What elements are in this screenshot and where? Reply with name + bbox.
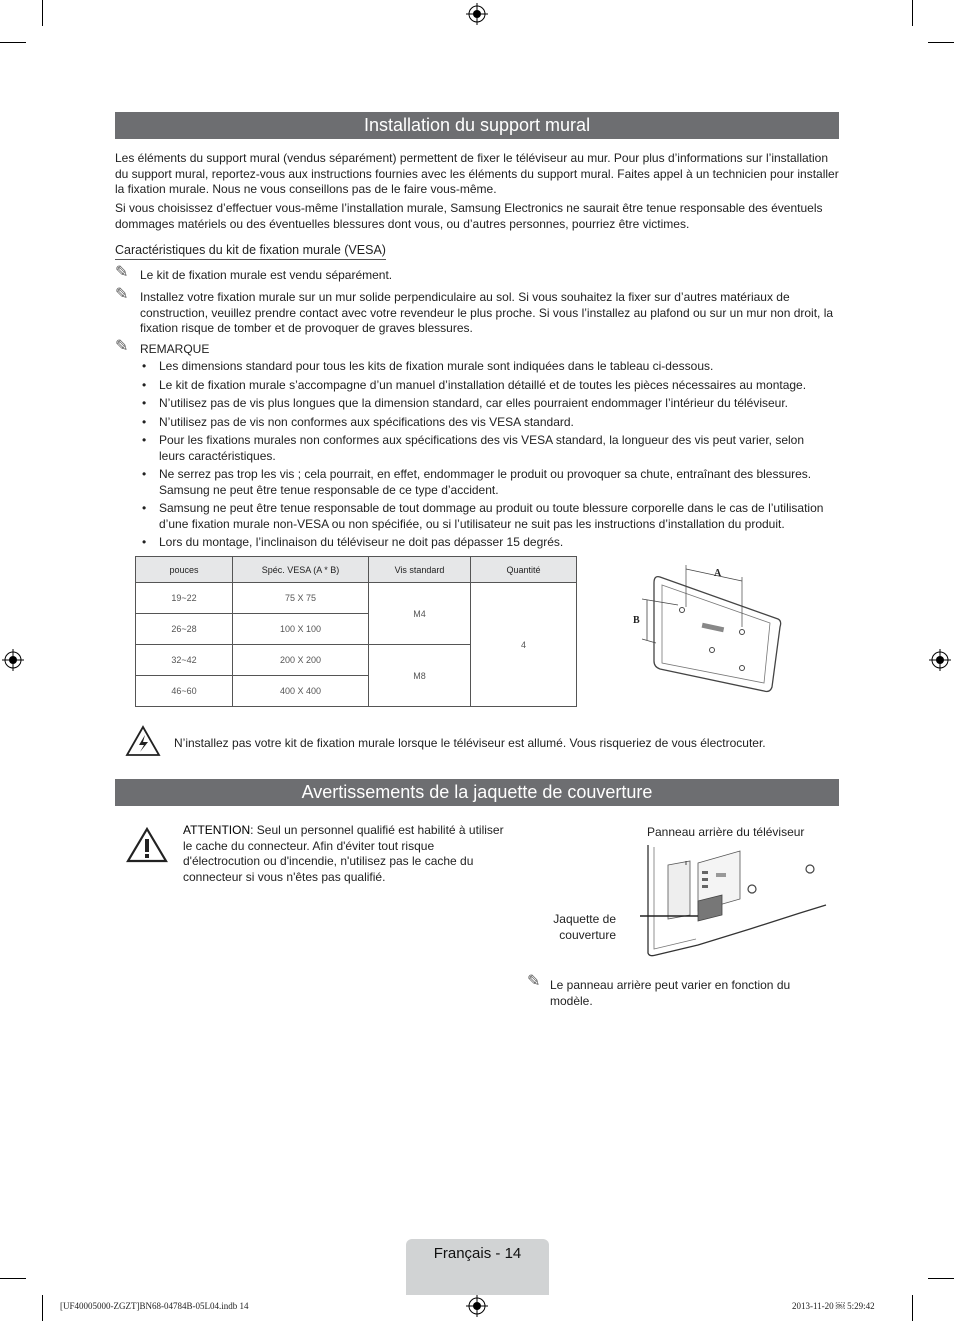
- page-number-tab: Français - 14: [406, 1239, 549, 1295]
- note-solid-wall: Installez votre fixation murale sur un mur solide perpendiculaire au sol. Si vous souhaitez la fixer sur d’autres matériaux de construction, veuillez prendre contact avec votre revendeur le plus proche. Si vous l’installez au plafond ou sur un mur non droit, la fixation risque de tomber et de provoquer de graves blessures.: [140, 290, 834, 335]
- table-row: [136, 583, 577, 614]
- remark-bullet-list: [140, 359, 830, 554]
- crop-mark: [912, 0, 913, 26]
- section-title-wall-mount: Installation du support mural: [115, 112, 839, 139]
- section-title-cover-jacket: Avertissements de la jaquette de couverture: [115, 779, 839, 806]
- list-item: • Le kit de fixation murale s’accompagne d’un manuel d’installation détaillé et de toutes les pièces nécessaires au montage.: [140, 378, 830, 394]
- registration-mark-icon: [466, 3, 488, 25]
- pencil-note-icon: ✎: [115, 286, 129, 303]
- dimension-a-label: A: [714, 568, 722, 579]
- cell-inches: 32~42: [136, 645, 233, 676]
- crop-mark: [42, 0, 43, 26]
- header-inches: pouces: [136, 557, 233, 583]
- list-item: • N’utilisez pas de vis non conformes aux spécifications des vis VESA standard.: [140, 415, 830, 431]
- note-kit-sold-separately: Le kit de fixation murale est vendu séparément.: [140, 268, 393, 282]
- cell-vesa: 200 X 200: [233, 645, 369, 676]
- file-info: [UF40005000-ZGZT]BN68-04784B-05L04.indb 14: [60, 1301, 249, 1311]
- header-standard-screw: Vis standard: [369, 557, 471, 583]
- list-item: • N’utilisez pas de vis plus longues que la dimension standard, car elles pourraient endommager l’intérieur du téléviseur.: [140, 396, 830, 412]
- list-item: • Samsung ne peut être tenue responsable de tout dommage au produit ou toute blessure corporelle dans le cas de l’utilisation d’une fixation murale non-VESA ou non spécifiée, ou si l’utilisateur ne suit pas les instructions d’installation du produit.: [140, 501, 830, 532]
- vesa-spec-table: [135, 556, 577, 707]
- crop-mark: [42, 1295, 43, 1321]
- crop-mark: [928, 1278, 954, 1279]
- cell-inches: 26~28: [136, 614, 233, 645]
- attention-text: : Seul un personnel qualifié est habilité à utiliser le cache du connecteur. Afin d'éviter tout risque d'électrocution ou d'incendie, n'utilisez pas le cache du connecteur si vous n'êtes pas qualifié.: [183, 823, 504, 884]
- rear-panel-note: Le panneau arrière peut varier en fonction du modèle.: [550, 978, 791, 1008]
- registration-mark-icon: [466, 1295, 488, 1317]
- header-vesa-spec: Spéc. VESA (A * B): [233, 557, 369, 583]
- tv-back-vesa-diagram: [620, 555, 790, 700]
- registration-mark-icon: [929, 649, 951, 671]
- cell-vesa: 75 X 75: [233, 583, 369, 614]
- crop-mark: [928, 42, 954, 43]
- cell-inches: 19~22: [136, 583, 233, 614]
- list-item: • Les dimensions standard pour tous les kits de fixation murale sont indiquées dans le tableau ci-dessous.: [140, 359, 830, 375]
- print-datetime: 2013-11-20 ￼ 5:29:42: [792, 1301, 875, 1311]
- list-item: • Pour les fixations murales non conformes aux spécifications des vis VESA standard, la longueur des vis peut varier, selon leurs caractéristiques.: [140, 433, 830, 464]
- cell-screw: M8: [369, 645, 471, 707]
- rear-panel-label: Panneau arrière du téléviseur: [647, 825, 805, 839]
- attention-label: ATTENTION: [183, 823, 251, 837]
- cover-jacket-label: Jaquette de couverture: [553, 912, 616, 942]
- cell-inches: 46~60: [136, 676, 233, 707]
- attention-paragraph: [183, 823, 513, 885]
- caution-warning-icon: [125, 826, 169, 864]
- cell-quantity: 4: [471, 583, 577, 707]
- cell-screw: M4: [369, 583, 471, 645]
- electric-shock-warning-icon: [125, 725, 161, 757]
- liability-paragraph: Si vous choisissez d’effectuer vous-même l’installation murale, Samsung Electronics ne saurait être tenue responsable des éventuels dommages matériels ou des éventuelles blessures dont vous, ou d’autres personnes, pourriez être victimes.: [115, 201, 823, 231]
- tv-rear-panel-diagram: [640, 843, 830, 958]
- pencil-note-icon: ✎: [115, 264, 129, 281]
- dimension-b-label: B: [633, 615, 640, 626]
- pencil-note-icon: ✎: [527, 973, 541, 990]
- cell-vesa: 100 X 100: [233, 614, 369, 645]
- intro-paragraph: Les éléments du support mural (vendus séparément) permettent de fixer le téléviseur au mur. Pour plus d’informations sur l’installation du support mural, reportez-vous aux instructions fournies avec les éléments du support mural. Faites appel à un technicien pour installer la fixation murale. Nous ne vous conseillons pas de le faire vous-même.: [115, 151, 839, 196]
- table-header-row: [136, 557, 577, 583]
- list-item: • Ne serrez pas trop les vis ; cela pourrait, en effet, endommager le produit ou provoquer sa chute, entraînant des blessures. Samsung ne peut être tenue responsable de ce type d’accident.: [140, 467, 830, 498]
- list-item: • Lors du montage, l’inclinaison du téléviseur ne doit pas dépasser 15 degrés.: [140, 535, 830, 551]
- cell-vesa: 400 X 400: [233, 676, 369, 707]
- power-on-warning: N’installez pas votre kit de fixation murale lorsque le téléviseur est allumé. Vous risqueriez de vous électrocuter.: [174, 736, 766, 750]
- crop-mark: [0, 1278, 26, 1279]
- header-quantity: Quantité: [471, 557, 577, 583]
- crop-mark: [912, 1295, 913, 1321]
- crop-mark: [0, 42, 26, 43]
- pencil-note-icon: ✎: [115, 338, 129, 355]
- registration-mark-icon: [2, 649, 24, 671]
- vesa-subheading: Caractéristiques du kit de fixation murale (VESA): [115, 243, 386, 260]
- note-remark-label: REMARQUE: [140, 342, 210, 356]
